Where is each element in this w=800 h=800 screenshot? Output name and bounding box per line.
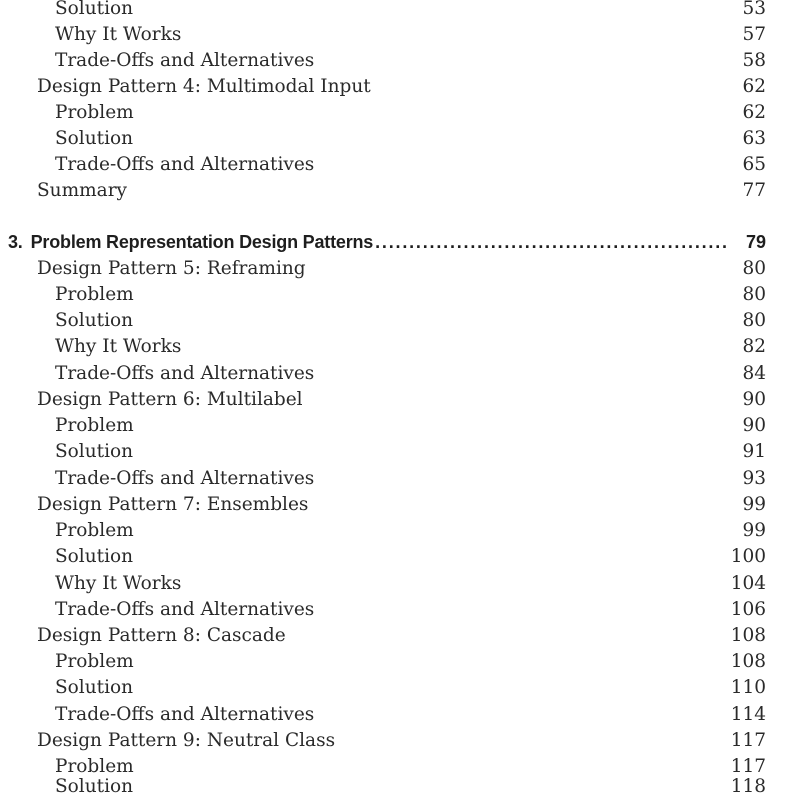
toc-entry-title: Trade-Offs and Alternatives	[55, 363, 315, 384]
dot-leader	[375, 229, 730, 255]
toc-entry-page: 80	[742, 284, 766, 305]
toc-entry-page: 65	[742, 154, 766, 175]
toc-entry-page: 118	[730, 776, 766, 797]
toc-entry-page: 108	[730, 651, 766, 672]
toc-entry[interactable]	[0, 544, 800, 570]
toc-entry-title: Solution	[55, 776, 134, 797]
toc-entry[interactable]	[0, 675, 800, 701]
chapter-page: 79	[745, 232, 766, 252]
toc-entry-title: Solution	[55, 0, 134, 19]
toc-entry[interactable]	[0, 518, 800, 544]
toc-entry-title: Trade-Offs and Alternatives	[55, 599, 315, 620]
toc-entry-title: Summary	[37, 180, 127, 201]
toc-entry[interactable]	[0, 334, 800, 360]
toc-entry[interactable]	[0, 649, 800, 675]
toc-entry-page: 104	[730, 573, 766, 594]
toc-entry-page: 62	[742, 76, 766, 97]
toc-entry-page: 62	[742, 102, 766, 123]
toc-entry[interactable]	[0, 774, 800, 800]
toc-entry[interactable]	[0, 413, 800, 439]
toc-entry-title: Problem	[55, 284, 134, 305]
toc-entry-title: Problem	[55, 102, 134, 123]
toc-entry-title: Problem	[55, 651, 134, 672]
toc-entry-page: 100	[730, 546, 766, 567]
toc-entry-page: 80	[742, 258, 766, 279]
toc-entry-title: Solution	[55, 128, 134, 149]
toc-section-entry[interactable]	[0, 387, 800, 413]
toc-entry-page: 63	[742, 128, 766, 149]
toc-section-entry[interactable]	[0, 74, 800, 100]
toc-entry[interactable]	[0, 361, 800, 387]
toc-entry-page: 117	[730, 730, 766, 751]
toc-entry-page: 58	[742, 50, 766, 71]
toc-entry-page: 108	[730, 625, 766, 646]
toc-entry-title: Solution	[55, 546, 134, 567]
toc-section-entry[interactable]	[0, 256, 800, 282]
toc-entry[interactable]	[0, 282, 800, 308]
toc-section-entry[interactable]	[0, 492, 800, 518]
toc-entry-page: 106	[730, 599, 766, 620]
toc-entry-title: Design Pattern 5: Reframing	[37, 258, 306, 279]
toc-entry-title: Design Pattern 4: Multimodal Input	[37, 76, 371, 97]
toc-entry-page: 99	[742, 494, 766, 515]
toc-entry-page: 53	[742, 0, 766, 19]
toc-entry[interactable]	[0, 702, 800, 728]
toc-entry-title: Solution	[55, 677, 134, 698]
toc-entry-page: 80	[742, 310, 766, 331]
chapter-title: Problem Representation Design Patterns	[30, 232, 374, 252]
toc-entry[interactable]	[0, 308, 800, 334]
toc-entry-title: Trade-Offs and Alternatives	[55, 154, 315, 175]
toc-entry-title: Trade-Offs and Alternatives	[55, 468, 315, 489]
toc-entry[interactable]	[0, 100, 800, 126]
toc-chapter-title-line	[8, 229, 730, 255]
toc-entry-page: 90	[742, 415, 766, 436]
toc-chapter-entry[interactable]	[0, 229, 800, 255]
toc-entry[interactable]	[0, 466, 800, 492]
toc-entry[interactable]	[0, 439, 800, 465]
toc-section-entry[interactable]	[0, 728, 800, 754]
toc-entry-title: Problem	[55, 415, 134, 436]
toc-entry-page: 82	[742, 336, 766, 357]
toc-entry[interactable]	[0, 597, 800, 623]
toc-entry-title: Design Pattern 9: Neutral Class	[37, 730, 336, 751]
toc-entry-page: 117	[730, 756, 766, 777]
toc-entry[interactable]	[0, 126, 800, 152]
toc-entry-page: 91	[742, 441, 766, 462]
toc-entry-title: Design Pattern 8: Cascade	[37, 625, 286, 646]
toc-section-entry[interactable]	[0, 623, 800, 649]
toc-section-entry[interactable]	[0, 178, 800, 204]
toc-entry-page: 110	[730, 677, 766, 698]
toc-entry-page: 90	[742, 389, 766, 410]
toc-entry[interactable]	[0, 152, 800, 178]
toc-entry[interactable]	[0, 48, 800, 74]
toc-entry[interactable]	[0, 571, 800, 597]
toc-entry[interactable]	[0, 22, 800, 48]
toc-entry-title: Trade-Offs and Alternatives	[55, 50, 315, 71]
toc-entry-title: Why It Works	[55, 24, 182, 45]
toc-entry-title: Design Pattern 7: Ensembles	[37, 494, 309, 515]
toc-entry-title: Problem	[55, 520, 134, 541]
toc-entry-title: Problem	[55, 756, 134, 777]
toc-entry-page: 84	[742, 363, 766, 384]
toc-entry-title: Solution	[55, 310, 134, 331]
toc-entry-page: 99	[742, 520, 766, 541]
toc-entry-title: Why It Works	[55, 573, 182, 594]
toc-entry-title: Design Pattern 6: Multilabel	[37, 389, 303, 410]
toc-entry-title: Trade-Offs and Alternatives	[55, 704, 315, 725]
chapter-number: 3.	[8, 232, 23, 252]
toc-entry-page: 77	[742, 180, 766, 201]
toc-entry[interactable]	[0, 0, 800, 22]
toc-entry-title: Why It Works	[55, 336, 182, 357]
toc-entry-title: Solution	[55, 441, 134, 462]
toc-entry-page: 57	[742, 24, 766, 45]
toc-entry-page: 114	[730, 704, 766, 725]
toc-entry-page: 93	[742, 468, 766, 489]
